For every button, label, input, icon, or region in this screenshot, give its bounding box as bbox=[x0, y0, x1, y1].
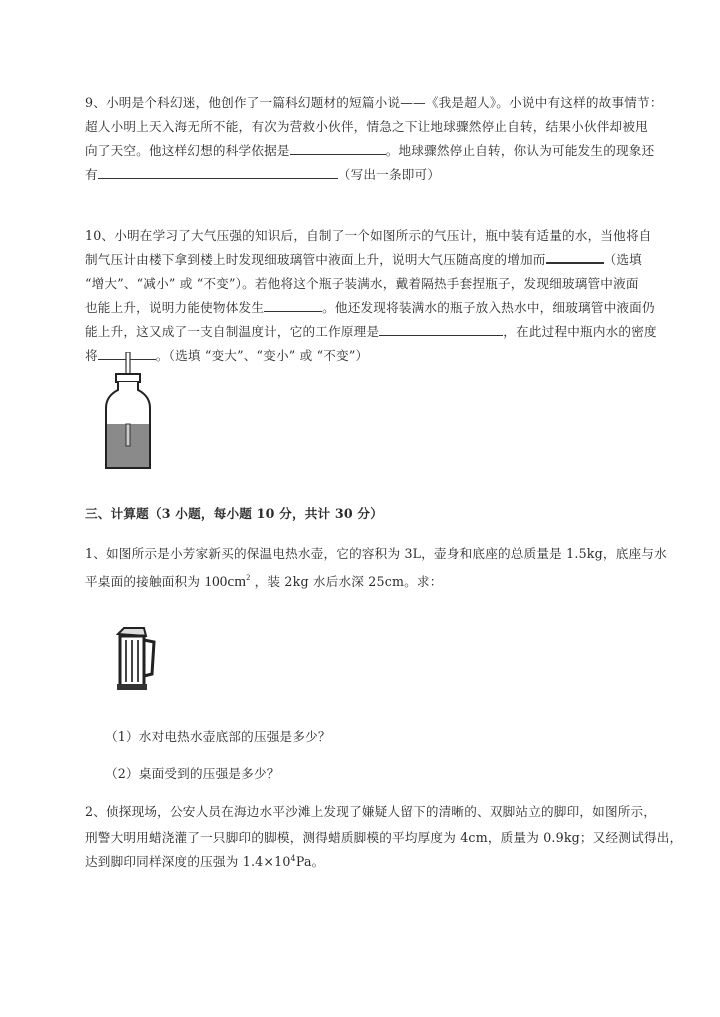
c1-subquestion: （1）水对电热水壶底部的压强是多少？ bbox=[105, 729, 331, 744]
q10-line: “增大”、“减小” 或 “不变”）。若他将这个瓶子装满水，戴着隔热手套捏瓶子，发现细玻璃管中液面 bbox=[85, 276, 639, 291]
text: 。地球骤然停止自转，你认为可能发生的现象还 bbox=[385, 143, 655, 158]
q9-line: 9、小明是个科幻迷，他创作了一篇科幻题材的短篇小说——《我是超人》。小说中有这样的故事情节： bbox=[85, 95, 663, 110]
text: 也能上升，说明力能使物体发生 bbox=[85, 300, 265, 315]
area-number: 100cm bbox=[204, 574, 247, 590]
text: 有 bbox=[85, 167, 98, 182]
q10-line bbox=[85, 321, 657, 340]
text: Pa。 bbox=[295, 854, 325, 869]
text: 向了天空。他这样幻想的科学依据是 bbox=[85, 143, 290, 158]
text: 平桌面的接触面积为 bbox=[85, 574, 201, 589]
q9-line: 超人小明上天入海无所不能，有次为营救小伙伴，情急之下让地球骤然停止自转，结果小伙伴却被甩 bbox=[85, 119, 648, 134]
text: ，在此过程中瓶内水的密度 bbox=[503, 324, 657, 339]
c1-line: 1、如图所示是小芳家新买的保温电热水壶，它的容积为 3L，壶身和底座的总质量是 1.5kg，底座与水 bbox=[85, 546, 667, 561]
text: ，装 2kg 水后水深 25cm。求： bbox=[254, 574, 443, 589]
text: 制气压计由楼下拿到楼上时发现细玻璃管中液面上升，说明大气压随高度的增加而 bbox=[85, 252, 546, 267]
exponent: 4 bbox=[290, 853, 296, 863]
c2-line bbox=[85, 851, 324, 870]
q9-line bbox=[85, 140, 654, 159]
c2-line: 2、侦探现场，公安人员在海边水平沙滩上发现了嫌疑人留下的清晰的、双脚站立的脚印，如图所示， bbox=[85, 804, 657, 819]
answer-blank[interactable] bbox=[98, 166, 338, 179]
answer-blank[interactable] bbox=[290, 142, 386, 155]
text: （选填 bbox=[603, 252, 642, 267]
q9-line bbox=[85, 164, 440, 183]
text: 达到脚印同样深度的压强为 1.4×10 bbox=[85, 854, 291, 869]
c1-line bbox=[85, 571, 443, 591]
text: 。他还发现将装满水的瓶子放入热水中，细玻璃管中液面仍 bbox=[322, 300, 655, 315]
text: 将 bbox=[85, 348, 98, 363]
barometer-bottle-figure bbox=[100, 352, 160, 474]
q10-line: 10、小明在学习了大气压强的知识后，自制了一个如图所示的气压计，瓶中装有适量的水，当他将自 bbox=[85, 228, 652, 243]
area-value bbox=[204, 574, 250, 590]
text: 。（选填 “变大”、“变小” 或 “不变”） bbox=[155, 348, 369, 363]
q10-line bbox=[85, 297, 655, 316]
text: 能上升，这又成了一支自制温度计，它的工作原理是 bbox=[85, 324, 380, 339]
section-title: 三、计算题（3 小题，每小题 10 分，共计 30 分） bbox=[85, 506, 384, 521]
electric-kettle-figure bbox=[110, 622, 158, 694]
q10-line bbox=[85, 249, 642, 268]
text: （写出一条即可） bbox=[337, 167, 441, 182]
answer-blank[interactable] bbox=[379, 323, 503, 336]
c1-subquestion: （2）桌面受到的压强是多少？ bbox=[105, 766, 280, 781]
answer-blank[interactable] bbox=[546, 250, 604, 264]
c2-line: 刑警大明用蜡浇灌了一只脚印的脚模，测得蜡质脚模的平均厚度为 4cm，质量为 0.9kg；又经测试得出， bbox=[85, 830, 683, 845]
answer-blank[interactable] bbox=[264, 299, 322, 312]
area-exponent: 2 bbox=[246, 573, 251, 582]
